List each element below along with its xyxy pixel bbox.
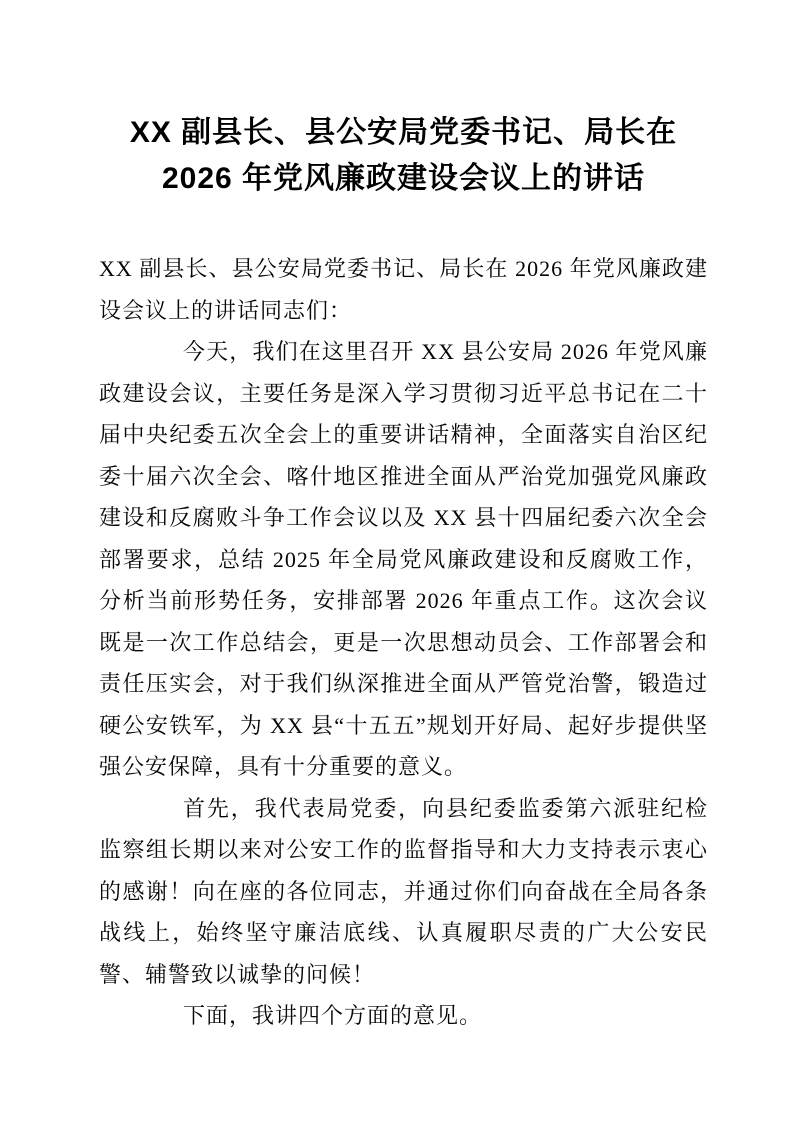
paragraph-thanks-greeting: 首先，我代表局党委，向县纪委监委第六派驻纪检监察组长期以来对公安工作的监督指导和大力支持表示衷心的感谢！向在座的各位同志，并通过你们向奋战在全局各条战线上，始终坚守廉洁底线、认真履职尽责的广大公安民警、辅警致以诚挚的问候！ (99, 795, 708, 987)
paragraph-meeting-opening: 今天，我们在这里召开 XX 县公安局 2026 年党风廉政建设会议，主要任务是深入学习贯彻习近平总书记在二十届中央纪委五次全会上的重要讲话精神，全面落实自治区纪委十届六次全会、喀什地区推进全面从严治党加强党风廉政建设和反腐败斗争工作会议以及 XX 县十四届纪委六次全会部署要求，总结 2025 年全局党风廉政建设和反腐败工作，分析当前形势任务，安排部署 2026 年重点工作。这次会议既是一次工作总结会，更是一次思想动员会、工作部署会和责任压实会，对于我们纵深推进全面从严管党治警，锻造过硬公安铁军，为 XX 县“十五五”规划开好局、起好步提供坚强公安保障，具有十分重要的意义。 (99, 339, 708, 779)
document-title: XX 副县长、县公安局党委书记、局长在 2026 年党风廉政建设会议上的讲话 (129, 116, 678, 195)
document-body (99, 248, 708, 1037)
paragraph-transition: 下面，我讲四个方面的意见。 (183, 1003, 483, 1028)
paragraph-salutation: XX 副县长、县公安局党委书记、局长在 2026 年党风廉政建设会议上的讲话同志们： (99, 256, 708, 323)
